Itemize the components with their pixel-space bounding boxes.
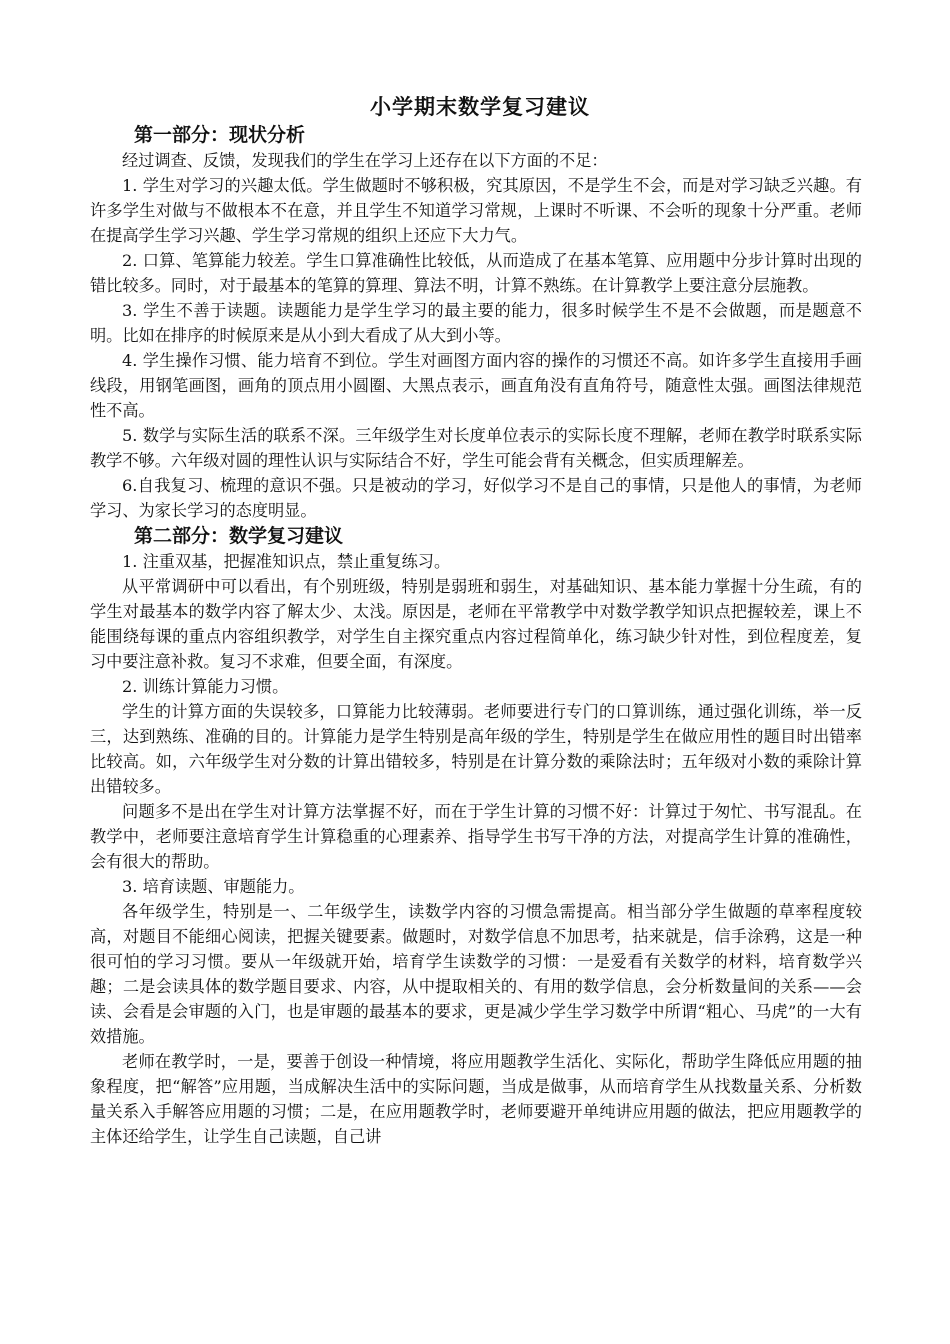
paragraph: 老师在教学时，一是，要善于创设一种情境，将应用题教学生活化、实际化，帮助学生降低应用题的抽象程度，把“解答”应用题，当成解决生活中的实际问题，当成是做事，从而培育学生从找数量关系、分析数量关系入手解答应用题的习惯；二是，在应用题教学时，老师要避开单纯讲应用题的做法，把应用题教学的主体还给学生，让学生自己读题，自己讲 <box>90 1052 862 1146</box>
paragraph: 2. 口算、笔算能力较差。学生口算准确性比较低，从而造成了在基本笔算、应用题中分步计算时出现的错比较多。同时，对于最基本的笔算的算理、算法不明，计算不熟练。在计算教学上要注意分层施教。 <box>90 251 862 295</box>
paragraph: 问题多不是出在学生对计算方法掌握不好，而在于学生计算的习惯不好：计算过于匆忙、书写混乱。在教学中，老师要注意培育学生计算稳重的心理素养、指导学生书写干净的方法，对提高学生计算的准确性，会有很大的帮助。 <box>90 802 862 871</box>
section-heading-part2: 第二部分：数学复习建议 <box>134 525 344 547</box>
paragraph: 各年级学生，特别是一、二年级学生，读数学内容的习惯急需提高。相当部分学生做题的草率程度较高，对题目不能细心阅读，把握关键要素。做题时，对数学信息不加思考，拈来就是，信手涂鸦，这是一种很可怕的学习习惯。要从一年级就开始，培育学生读数学的习惯：一是爱看有关数学的材料，培育数学兴趣；二是会读具体的数学题目要求、内容，从中提取相关的、有用的数学信息，会分析数量间的关系——会读、会看是会审题的入门，也是审题的最基本的要求，更是减少学生学习数学中所谓“粗心、马虎”的一大有效措施。 <box>90 902 862 1046</box>
paragraph: 1. 注重双基，把握准知识点，禁止重复练习。 <box>122 552 451 571</box>
paragraph: 2. 训练计算能力习惯。 <box>122 677 289 696</box>
document-title: 小学期末数学复习建议 <box>370 94 590 119</box>
paragraph: 3. 学生不善于读题。读题能力是学生学习的最主要的能力，很多时候学生不是不会做题，而是题意不明。比如在排序的时候原来是从小到大看成了从大到小等。 <box>90 301 862 345</box>
paragraph: 经过调查、反馈，发现我们的学生在学习上还存在以下方面的不足： <box>122 151 608 170</box>
paragraph: 1. 学生对学习的兴趣太低。学生做题时不够积极，究其原因，不是学生不会，而是对学习缺乏兴趣。有许多学生对做与不做根本不在意，并且学生不知道学习常规，上课时不听课、不会听的现象十分严重。老师在提高学生学习兴趣、学生学习常规的组织上还应下大力气。 <box>90 176 862 245</box>
paragraph: 学生的计算方面的失误较多，口算能力比较薄弱。老师要进行专门的口算训练，通过强化训练，举一反三，达到熟练、准确的目的。计算能力是学生特别是高年级的学生，特别是学生在做应用性的题目时出错率比较高。如，六年级学生对分数的计算出错较多，特别是在计算分数的乘除法时；五年级对小数的乘除计算出错较多。 <box>90 702 862 796</box>
paragraph: 从平常调研中可以看出，有个别班级，特别是弱班和弱生，对基础知识、基本能力掌握十分生疏，有的学生对最基本的数学内容了解太少、太浅。原因是，老师在平常教学中对数学教学知识点把握较差，课上不能围绕每课的重点内容组织教学，对学生自主探究重点内容过程简单化，练习缺少针对性，到位程度差，复习中要注意补救。复习不求难，但要全面，有深度。 <box>90 577 862 671</box>
paragraph: 4. 学生操作习惯、能力培育不到位。学生对画图方面内容的操作的习惯还不高。如许多学生直接用手画线段，用钢笔画图，画角的顶点用小圆圈、大黑点表示，画直角没有直角符号，随意性太强。画图法律规范性不高。 <box>90 351 862 420</box>
paragraph: 5. 数学与实际生活的联系不深。三年级学生对长度单位表示的实际长度不理解，老师在教学时联系实际教学不够。六年级对圆的理性认识与实际结合不好，学生可能会背有关概念，但实质理解差。 <box>90 426 862 470</box>
section-heading-part1: 第一部分：现状分析 <box>134 124 306 146</box>
paragraph: 6.自我复习、梳理的意识不强。只是被动的学习，好似学习不是自己的事情，只是他人的事情，为老师学习、为家长学习的态度明显。 <box>90 476 862 520</box>
paragraph: 3. 培育读题、审题能力。 <box>122 877 305 896</box>
